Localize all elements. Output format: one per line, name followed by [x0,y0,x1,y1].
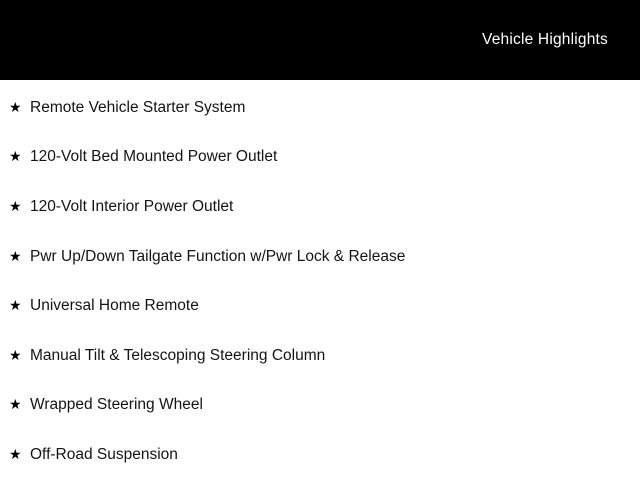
star-bullet-icon: ★ [9,297,22,314]
list-item [0,232,640,282]
star-bullet-icon: ★ [9,346,22,363]
list-item [0,381,640,431]
list-item-label: Pwr Up/Down Tailgate Function w/Pwr Lock & Release [30,247,406,265]
star-bullet-icon: ★ [9,148,22,165]
list-item-label: 120-Volt Interior Power Outlet [30,197,234,215]
star-bullet-icon: ★ [9,396,22,413]
list-item [0,430,640,480]
list-item-label: Manual Tilt & Telescoping Steering Column [30,346,326,364]
list-item [0,281,640,331]
list-item-label: Wrapped Steering Wheel [30,396,203,414]
highlights-list [0,80,640,480]
list-item [0,133,640,183]
star-bullet-icon: ★ [9,445,22,462]
list-item-label: Off-Road Suspension [30,445,178,463]
page-title: Vehicle Highlights [482,31,608,48]
star-bullet-icon: ★ [9,197,22,214]
list-item-label: 120-Volt Bed Mounted Power Outlet [30,148,278,166]
header-bar [0,0,640,80]
list-item [0,83,640,133]
list-item [0,182,640,232]
star-bullet-icon: ★ [9,98,22,115]
list-item [0,331,640,381]
list-item-label: Universal Home Remote [30,297,199,315]
star-bullet-icon: ★ [9,247,22,264]
list-item-label: Remote Vehicle Starter System [30,98,246,116]
